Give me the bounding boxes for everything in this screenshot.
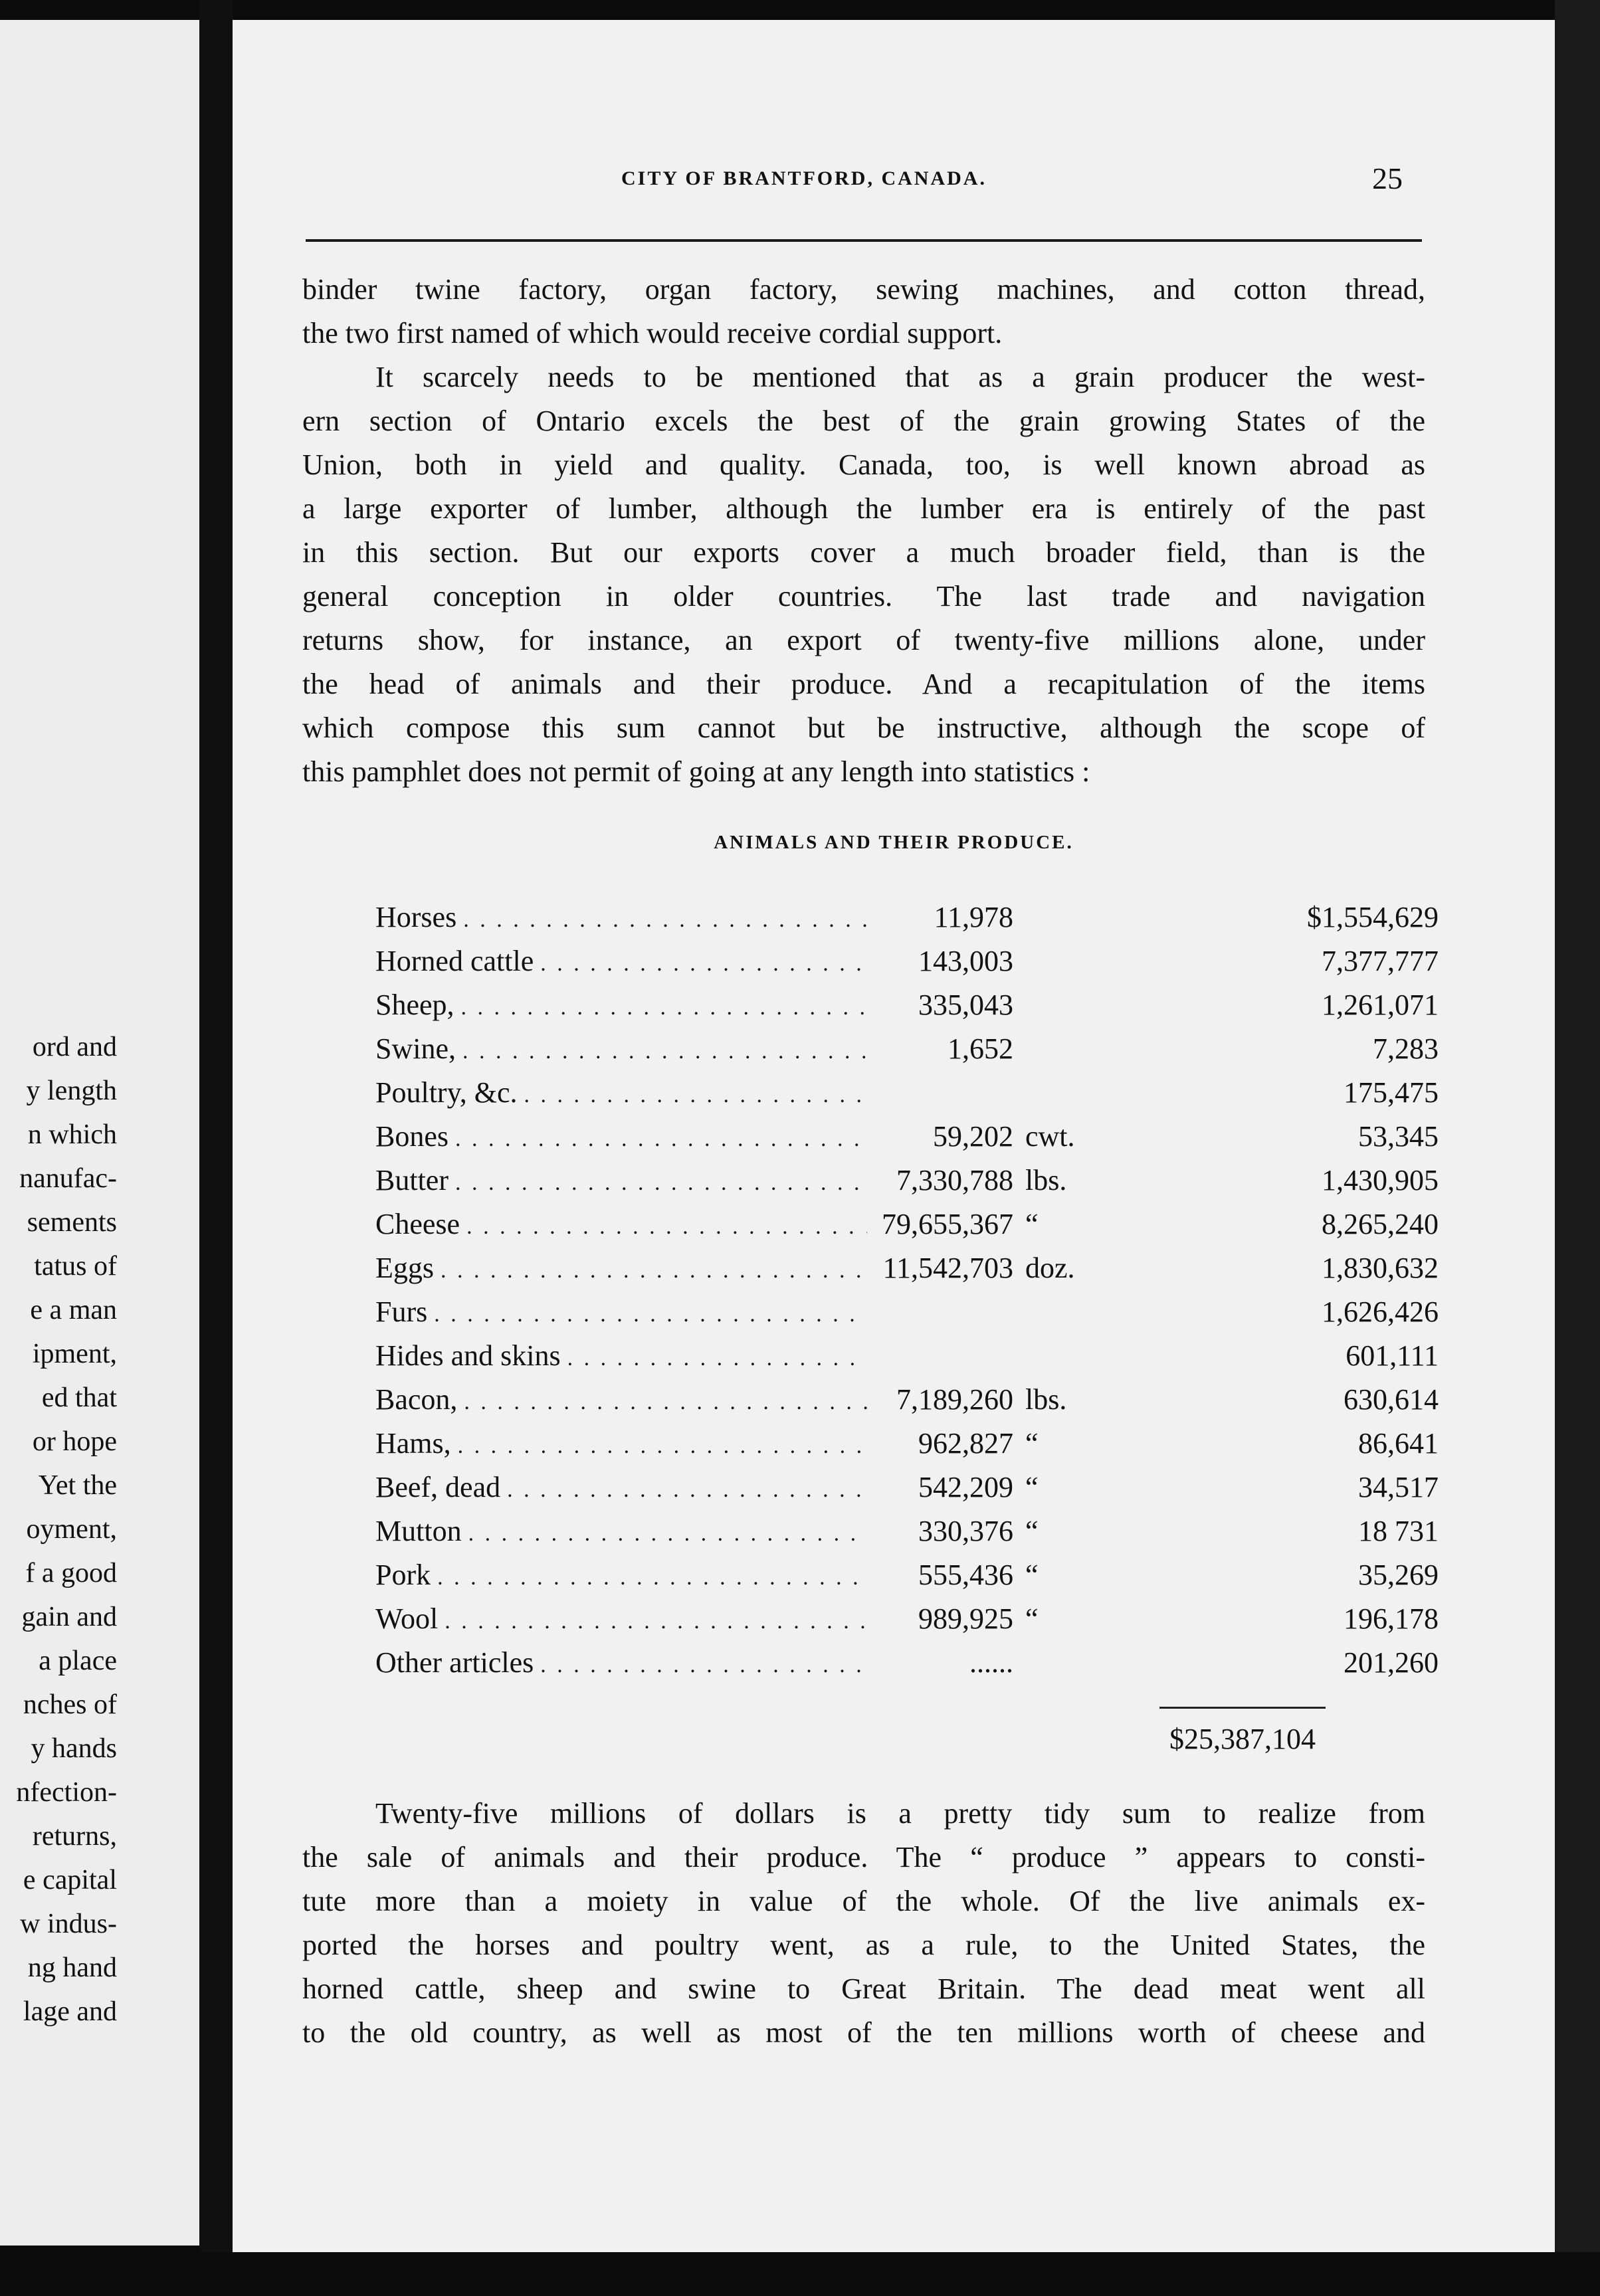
item-name: Horned cattle	[375, 945, 534, 977]
table-row	[375, 1334, 1439, 1378]
item-unit: doz.	[1025, 1252, 1075, 1284]
left-page-line: ed that	[41, 1383, 117, 1413]
table-row	[375, 1246, 1439, 1290]
dot-leader	[458, 1422, 867, 1466]
item-quantity: 335,043	[918, 989, 1013, 1021]
dot-leader	[462, 1027, 867, 1071]
text-line: returns show, for instance, an export of twenty-five millions alone, under	[302, 624, 1425, 656]
table-row	[375, 896, 1439, 939]
item-value: 18 731	[1358, 1515, 1439, 1547]
text-line: binder twine factory, organ factory, sewing machines, and cotton thread,	[302, 273, 1425, 306]
table-row	[375, 1115, 1439, 1159]
dot-leader	[461, 983, 867, 1027]
page-edge	[1555, 0, 1600, 2296]
text-line: ported the horses and poultry went, as a rule, to the United States, the	[302, 1929, 1425, 1961]
item-name: Swine,	[375, 1032, 456, 1065]
total-rule	[1159, 1707, 1326, 1709]
item-value: 1,626,426	[1322, 1295, 1439, 1328]
item-unit: lbs.	[1025, 1164, 1067, 1196]
table-row	[375, 1159, 1439, 1202]
text-line: the head of animals and their produce. And a recapitulation of the items	[302, 668, 1425, 700]
left-page-line: ng hand	[27, 1953, 117, 1983]
item-name: Mutton	[375, 1515, 462, 1547]
item-value: 7,283	[1373, 1032, 1439, 1065]
text-line: the two first named of which would receive cordial support.	[302, 317, 1003, 349]
item-quantity: 962,827	[918, 1427, 1013, 1460]
item-quantity: 143,003	[918, 945, 1013, 977]
item-value: 1,261,071	[1322, 989, 1439, 1021]
item-quantity: 542,209	[918, 1471, 1013, 1503]
table-row	[375, 1597, 1439, 1641]
item-leader	[375, 983, 867, 1027]
item-value: 630,614	[1344, 1383, 1439, 1416]
item-name: Poultry, &c.	[375, 1076, 518, 1109]
intro-paragraph	[302, 268, 1425, 355]
dot-leader	[463, 896, 867, 939]
item-unit: “	[1025, 1427, 1039, 1460]
item-name: Bones	[375, 1120, 449, 1153]
book-gutter	[199, 0, 233, 2296]
item-name: Bacon,	[375, 1383, 458, 1416]
item-leader	[375, 1159, 867, 1202]
dot-leader	[540, 1641, 867, 1685]
dot-leader	[437, 1553, 867, 1597]
item-value: 196,178	[1344, 1602, 1439, 1635]
dot-leader	[434, 1290, 867, 1334]
table-row	[375, 1509, 1439, 1553]
text-line: Twenty-five millions of dollars is a pretty tidy sum to realize from	[375, 1797, 1425, 1830]
left-page-line: tatus of	[34, 1251, 117, 1282]
item-quantity: 330,376	[918, 1515, 1013, 1547]
page-number: 25	[1372, 161, 1403, 195]
text-line: which compose this sum cannot but be instructive, although the scope of	[302, 712, 1425, 744]
left-page-line: oyment,	[26, 1514, 117, 1545]
left-page-line: lage and	[23, 1996, 117, 2027]
text-line: Union, both in yield and quality. Canada, too, is well known abroad as	[302, 448, 1425, 481]
item-name: Butter	[375, 1164, 449, 1196]
item-name: Hides and skins	[375, 1339, 561, 1372]
item-name: Horses	[375, 901, 457, 933]
text-line: in this section. But our exports cover a much broader field, than is the	[302, 536, 1425, 569]
table-row	[375, 1202, 1439, 1246]
left-page-line: w indus-	[20, 1909, 117, 1939]
item-value: 86,641	[1358, 1427, 1439, 1460]
dot-leader	[455, 1159, 867, 1202]
left-page-line: sements	[27, 1207, 117, 1238]
book-page	[233, 20, 1555, 2252]
item-value: 35,269	[1358, 1559, 1439, 1591]
item-value: 175,475	[1344, 1076, 1439, 1109]
item-leader	[375, 1290, 867, 1334]
item-value: $1,554,629	[1307, 901, 1439, 933]
left-page-line: gain and	[21, 1602, 117, 1632]
item-name: Wool	[375, 1602, 439, 1635]
table-title: ANIMALS AND THEIR PRODUCE.	[714, 832, 1074, 853]
item-leader	[375, 1246, 867, 1290]
item-value: 1,830,632	[1322, 1252, 1439, 1284]
left-page-line: y length	[26, 1076, 117, 1106]
item-value: 601,111	[1346, 1339, 1439, 1372]
left-page-line: ipment,	[32, 1339, 117, 1369]
item-leader	[375, 1597, 867, 1641]
table-row	[375, 1466, 1439, 1509]
item-value: 53,345	[1358, 1120, 1439, 1153]
item-leader	[375, 896, 867, 939]
item-unit: “	[1025, 1471, 1039, 1503]
item-leader	[375, 1334, 867, 1378]
text-line: ern section of Ontario excels the best of the grain growing States of the	[302, 405, 1425, 437]
item-quantity: 1,652	[948, 1032, 1013, 1065]
produce-table	[375, 896, 1439, 1685]
item-unit: “	[1025, 1559, 1039, 1591]
item-name: Cheese	[375, 1208, 460, 1240]
table-row	[375, 983, 1439, 1027]
text-line: to the old country, as well as most of the ten millions worth of cheese and	[302, 2016, 1425, 2049]
header-title: CITY OF BRANTFORD, CANADA.	[621, 167, 987, 189]
item-leader	[375, 1027, 867, 1071]
dot-leader	[507, 1466, 867, 1509]
left-page-line: Yet the	[38, 1470, 117, 1501]
item-leader	[375, 1422, 867, 1466]
item-leader	[375, 939, 867, 983]
left-page-fragment	[0, 20, 199, 2246]
item-value: 34,517	[1358, 1471, 1439, 1503]
dot-leader	[455, 1115, 867, 1159]
item-leader	[375, 1641, 867, 1685]
item-leader	[375, 1466, 867, 1509]
text-line: this pamphlet does not permit of going at any length into statistics :	[302, 755, 1090, 788]
item-name: Furs	[375, 1295, 428, 1328]
item-quantity: 555,436	[918, 1559, 1013, 1591]
table-total: $25,387,104	[1169, 1723, 1316, 1755]
item-name: Eggs	[375, 1252, 434, 1284]
text-line: tute more than a moiety in value of the whole. Of the live animals ex-	[302, 1885, 1425, 1917]
left-page-line: n which	[27, 1119, 117, 1150]
dot-leader	[567, 1334, 867, 1378]
left-page-line: y hands	[31, 1733, 117, 1764]
text-line: horned cattle, sheep and swine to Great Britain. The dead meat went all	[302, 1972, 1425, 2005]
table-row	[375, 1422, 1439, 1466]
table-row	[375, 1027, 1439, 1071]
text-line: a large exporter of lumber, although the lumber era is entirely of the past	[302, 492, 1425, 525]
header-rule	[306, 239, 1422, 242]
item-value: 8,265,240	[1322, 1208, 1439, 1240]
left-page-line: f a good	[25, 1558, 117, 1588]
left-page-line: e a man	[30, 1295, 117, 1325]
item-name: Hams,	[375, 1427, 451, 1460]
table-row	[375, 1071, 1439, 1115]
item-value: 201,260	[1344, 1646, 1439, 1679]
dot-leader	[445, 1597, 867, 1641]
item-quantity: 11,978	[934, 901, 1013, 933]
item-leader	[375, 1509, 867, 1553]
left-page-line: returns,	[32, 1821, 117, 1852]
left-page-line: a place	[39, 1646, 117, 1676]
table-row	[375, 1553, 1439, 1597]
item-unit: “	[1025, 1515, 1039, 1547]
item-name: Pork	[375, 1559, 431, 1591]
item-quantity: 79,655,367	[882, 1208, 1013, 1240]
item-quantity: 59,202	[933, 1120, 1013, 1153]
dot-leader	[524, 1071, 867, 1115]
item-leader	[375, 1378, 867, 1422]
item-unit: lbs.	[1025, 1383, 1067, 1416]
item-name: Other articles	[375, 1646, 534, 1679]
item-name: Sheep,	[375, 989, 454, 1021]
dot-leader	[466, 1202, 867, 1246]
table-row	[375, 1378, 1439, 1422]
text-line: It scarcely needs to be mentioned that as a grain producer the west-	[375, 361, 1425, 393]
table-row	[375, 1641, 1439, 1685]
table-row	[375, 1290, 1439, 1334]
item-unit: cwt.	[1025, 1120, 1075, 1153]
closing-paragraph	[302, 1792, 1425, 2055]
dot-leader	[468, 1509, 867, 1553]
item-unit: “	[1025, 1602, 1039, 1635]
left-page-line: nfection-	[16, 1777, 117, 1808]
left-page-line: nches of	[23, 1689, 117, 1720]
item-value: 1,430,905	[1322, 1164, 1439, 1196]
left-page-line: e capital	[23, 1865, 117, 1895]
item-quantity: ......	[969, 1646, 1013, 1679]
item-leader	[375, 1553, 867, 1597]
item-leader	[375, 1202, 867, 1246]
dot-leader	[540, 939, 867, 983]
left-page-line: ord and	[32, 1032, 117, 1062]
item-name: Beef, dead	[375, 1471, 501, 1503]
table-row	[375, 939, 1439, 983]
text-line: general conception in older countries. The last trade and navigation	[302, 580, 1425, 613]
item-leader	[375, 1071, 867, 1115]
item-quantity: 7,189,260	[896, 1383, 1013, 1416]
dot-leader	[441, 1246, 867, 1290]
left-page-line: or hope	[32, 1426, 117, 1457]
left-page-line: nanufac-	[19, 1163, 117, 1194]
item-value: 7,377,777	[1322, 945, 1439, 977]
dot-leader	[464, 1378, 867, 1422]
scan-bottom-edge	[0, 2252, 1600, 2296]
exports-paragraph	[302, 355, 1425, 794]
item-quantity: 7,330,788	[896, 1164, 1013, 1196]
running-header	[233, 153, 1555, 193]
item-unit: “	[1025, 1208, 1039, 1240]
text-line: the sale of animals and their produce. The “ produce ” appears to consti-	[302, 1841, 1425, 1873]
item-leader	[375, 1115, 867, 1159]
item-quantity: 11,542,703	[882, 1252, 1013, 1284]
item-quantity: 989,925	[918, 1602, 1013, 1635]
